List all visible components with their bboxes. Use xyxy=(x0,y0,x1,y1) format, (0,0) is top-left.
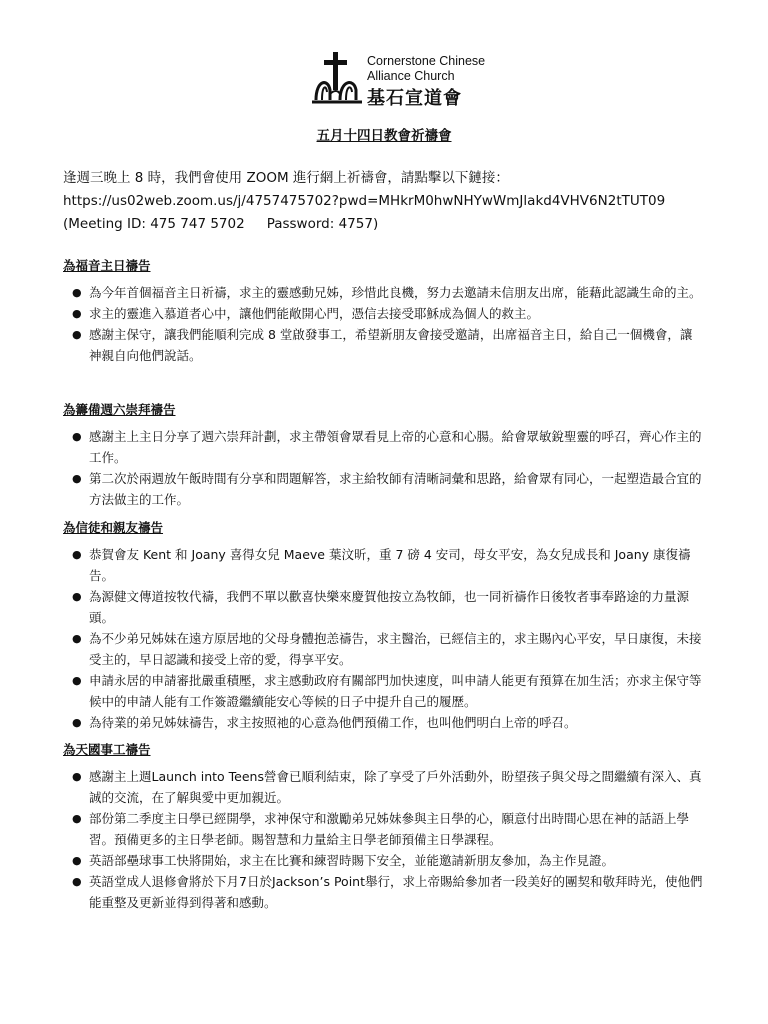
list-item: ● 英語部壘球事工快將開始，求主在比賽和練習時賜下安全，並能邀請新朋友參加，為主作見證。 xyxy=(63,850,703,871)
list-item: ● 為待業的弟兄姊妹禱告，求主按照祂的心意為他們預備工作，也叫他們明白上帝的呼召。 xyxy=(63,712,703,733)
meeting-id: (Meeting ID: 475 747 5702 xyxy=(63,216,245,232)
list-item: ● 感謝主上主日分享了週六崇拜計劃，求主帶領會眾看見上帝的心意和心腸。給會眾敏銳聖靈的呼召，齊心作主的工作。 xyxy=(63,426,703,468)
bullet-icon: ● xyxy=(72,875,82,888)
section-believers-friends xyxy=(63,518,703,733)
prayer-list xyxy=(63,544,703,733)
list-item: ● 為源健文傳道按牧代禱，我們不單以歡喜快樂來慶賀他按立為牧師，也一同祈禱作日後牧者事奉路途的力量源頭。 xyxy=(63,586,703,628)
bullet-icon: ● xyxy=(72,328,82,341)
section-saturday-worship xyxy=(63,400,703,510)
church-logo xyxy=(310,50,486,112)
intro-text: 逢週三晚上 8 時，我們會使用 ZOOM 進行網上祈禱會，請點擊以下鏈接： xyxy=(63,170,509,186)
section-gospel-sunday xyxy=(63,256,703,366)
logo-name-en-line1: Cornerstone Chinese xyxy=(367,54,486,68)
meeting-password: Password: 4757) xyxy=(266,216,379,232)
logo-name-en-line2: Alliance Church xyxy=(367,69,455,83)
section-kingdom-ministry xyxy=(63,740,703,913)
list-item: ● 感謝主保守，讓我們能順利完成 8 堂啟發事工，希望新朋友會接受邀請，出席福音主日，給自己一個機會，讓神親自向他們說話。 xyxy=(63,324,703,366)
prayer-list xyxy=(63,426,703,510)
bullet-icon: ● xyxy=(72,472,82,485)
bullet-icon: ● xyxy=(72,770,82,783)
list-item: ● 恭賀會友 Kent 和 Joany 喜得女兒 Maeve 葉汶昕，重 7 磅 4 安司，母女平安，為女兒成長和 Joany 康復禱告。 xyxy=(63,544,703,586)
meeting-info xyxy=(63,213,665,236)
cross-logo-icon xyxy=(310,50,366,110)
bullet-icon: ● xyxy=(72,590,82,603)
prayer-list xyxy=(63,766,703,913)
list-item: ● 求主的靈進入慕道者心中，讓他們能敞開心門，憑信去接受耶穌成為個人的救主。 xyxy=(63,303,703,324)
bullet-icon: ● xyxy=(72,430,82,443)
section-heading: 為福音主日禱告 xyxy=(63,258,151,273)
section-heading: 為信徒和親友禱告 xyxy=(63,520,164,535)
bullet-icon: ● xyxy=(72,716,82,729)
section-heading: 為籌備週六崇拜禱告 xyxy=(63,402,176,417)
bullet-icon: ● xyxy=(72,812,82,825)
bullet-icon: ● xyxy=(72,674,82,687)
zoom-link[interactable]: https://us02web.zoom.us/j/4757475702?pwd=MHkrM0hwNHYwWmJlakd4VHV6N2tTUT09 xyxy=(63,193,666,209)
page-title: 五月十四日教會祈禱會 xyxy=(316,128,452,144)
logo-name-zh: 基石宣道會 xyxy=(367,88,462,109)
prayer-list xyxy=(63,282,703,366)
list-item: ● 為不少弟兄姊妹在遠方原居地的父母身體抱恙禱告，求主醫治，已經信主的，求主賜內心平安，早日康復，未接受主的，早日認識和接受上帝的愛，得享平安。 xyxy=(63,628,703,670)
bullet-icon: ● xyxy=(72,548,82,561)
bullet-icon: ● xyxy=(72,854,82,867)
list-item: ● 英語堂成人退修會將於下月7日於Jackson’s Point舉行，求上帝賜給參加者一段美好的團契和敬拜時光，使他們能重整及更新並得到得著和感動。 xyxy=(63,871,703,913)
intro-block xyxy=(63,167,665,236)
list-item: ● 第二次於兩週放午飯時間有分享和問題解答，求主給牧師有清晰詞彙和思路，給會眾有同心，一起塑造最合宜的方法做主的工作。 xyxy=(63,468,703,510)
bullet-icon: ● xyxy=(72,632,82,645)
list-item: ● 部份第二季度主日學已經開學，求神保守和激勵弟兄姊妹參與主日學的心，願意付出時間心思在神的話語上學習。預備更多的主日學老師。賜智慧和力量給主日學老師預備主日學課程。 xyxy=(63,808,703,850)
list-item: ● 為今年首個福音主日祈禱，求主的靈感動兄姊，珍惜此良機，努力去邀請未信朋友出席，能藉此認識生命的主。 xyxy=(63,282,703,303)
bullet-icon: ● xyxy=(72,307,82,320)
bullet-icon: ● xyxy=(72,286,82,299)
section-heading: 為天國事工禱告 xyxy=(63,742,151,757)
list-item: ● 感謝主上週Launch into Teens營會已順利結束，除了享受了戶外活動外，盼望孩子與父母之間繼續有深入、真誠的交流，在了解與愛中更加親近。 xyxy=(63,766,703,808)
list-item: ● 申請永居的申請審批嚴重積壓，求主感動政府有關部門加快速度，叫申請人能更有預算在加生活；亦求主保守等候中的申請人能有工作簽證繼續能安心等候的日子中提升自己的履歷。 xyxy=(63,670,703,712)
